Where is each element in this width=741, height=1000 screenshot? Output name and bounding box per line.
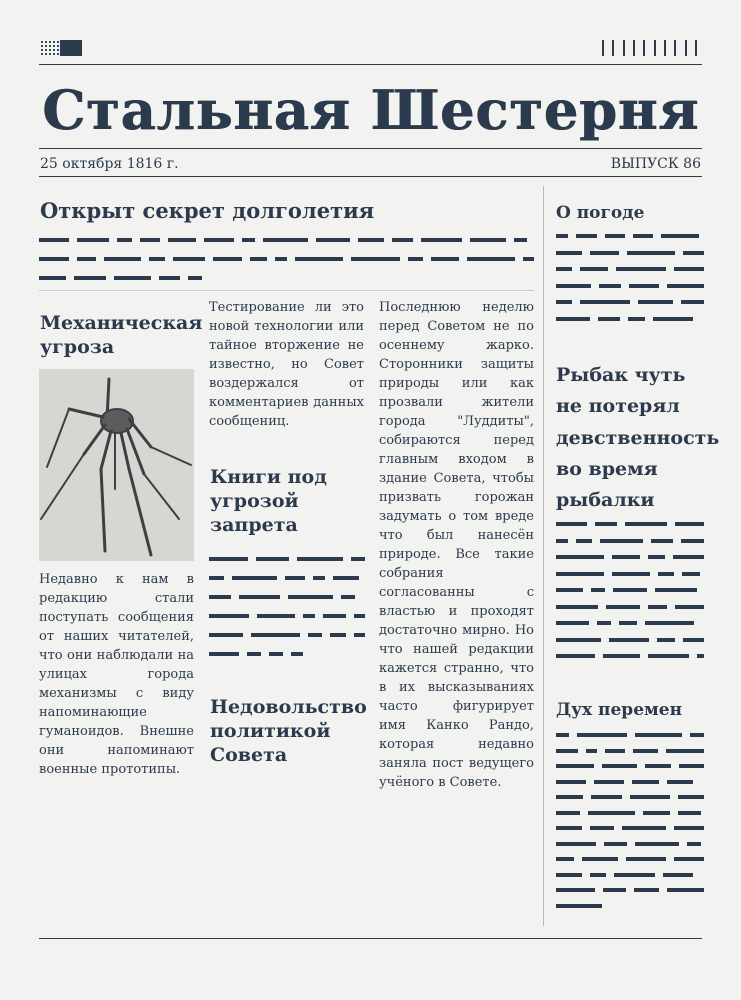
- placeholder-word: [682, 572, 700, 576]
- placeholder-word: [661, 234, 699, 238]
- placeholder-word: [675, 522, 704, 526]
- placeholder-word: [678, 811, 701, 815]
- placeholder-word: [687, 842, 701, 846]
- placeholder-word: [556, 572, 604, 576]
- placeholder-word: [421, 238, 462, 242]
- placeholder-word: [612, 572, 650, 576]
- lead-headline: Открыт секрет долголетия: [40, 198, 375, 223]
- placeholder-word: [556, 826, 582, 830]
- placeholder-word: [140, 238, 160, 242]
- placeholder-word: [673, 555, 704, 559]
- placeholder-word: [643, 811, 670, 815]
- placeholder-word: [588, 811, 635, 815]
- placeholder-word: [594, 780, 624, 784]
- placeholder-word: [603, 654, 640, 658]
- placeholder-word: [635, 733, 682, 737]
- placeholder-word: [288, 595, 333, 599]
- books-headline: Книги под угрозой запрета: [210, 466, 327, 536]
- placeholder-word: [645, 764, 671, 768]
- placeholder-word: [658, 572, 674, 576]
- placeholder-word: [168, 238, 196, 242]
- placeholder-word: [269, 652, 283, 656]
- placeholder-word: [323, 614, 346, 618]
- placeholder-word: [209, 557, 248, 561]
- placeholder-word: [104, 257, 141, 261]
- placeholder-word: [681, 300, 704, 304]
- placeholder-word: [556, 764, 594, 768]
- placeholder-word: [625, 522, 667, 526]
- placeholder-word: [556, 780, 586, 784]
- placeholder-word: [628, 317, 645, 321]
- mech-article-text: Недавно к нам в редакцию стали поступать сообщения от наших читателей, что они наблюдали на улицах города механизмы с виду напоминающие гуманоидов. Внешне они напоминают военные прототипы.: [39, 572, 194, 777]
- placeholder-word: [242, 238, 255, 242]
- placeholder-word: [556, 539, 568, 543]
- placeholder-word: [629, 284, 659, 288]
- robot-photo: [39, 369, 194, 561]
- placeholder-word: [667, 284, 704, 288]
- placeholder-word: [209, 633, 243, 637]
- placeholder-word: [683, 638, 704, 642]
- placeholder-word: [597, 621, 611, 625]
- placeholder-word: [431, 257, 459, 261]
- placeholder-word: [556, 795, 583, 799]
- masthead-title: Стальная Шестерня: [41, 78, 700, 142]
- placeholder-word: [149, 257, 165, 261]
- placeholder-word: [188, 276, 202, 280]
- placeholder-word: [285, 576, 305, 580]
- placeholder-word: [580, 267, 608, 271]
- placeholder-word: [74, 276, 106, 280]
- placeholder-word: [591, 588, 605, 592]
- placeholder-word: [599, 284, 621, 288]
- placeholder-word: [697, 654, 704, 658]
- placeholder-word: [600, 539, 643, 543]
- placeholder-word: [354, 633, 365, 637]
- placeholder-word: [247, 652, 261, 656]
- placeholder-word: [392, 238, 413, 242]
- masthead-rule-bottom: [39, 176, 702, 177]
- placeholder-word: [690, 733, 704, 737]
- placeholder-word: [626, 857, 666, 861]
- barcode-icon: [602, 40, 697, 56]
- placeholder-word: [556, 317, 590, 321]
- placeholder-word: [616, 267, 666, 271]
- placeholder-word: [39, 238, 69, 242]
- placeholder-word: [667, 780, 693, 784]
- placeholder-word: [173, 257, 205, 261]
- placeholder-word: [638, 300, 673, 304]
- weather-headline: О погоде: [556, 203, 645, 223]
- placeholder-word: [556, 873, 582, 877]
- placeholder-word: [556, 811, 580, 815]
- placeholder-word: [591, 795, 622, 799]
- placeholder-word: [556, 857, 574, 861]
- placeholder-word: [633, 234, 653, 238]
- placeholder-word: [590, 251, 619, 255]
- placeholder-word: [232, 576, 277, 580]
- placeholder-word: [556, 300, 572, 304]
- placeholder-word: [556, 522, 587, 526]
- mech-headline: Механическая угроза: [40, 312, 203, 358]
- placeholder-word: [576, 234, 597, 238]
- placeholder-word: [251, 633, 300, 637]
- placeholder-word: [354, 614, 365, 618]
- placeholder-word: [351, 257, 400, 261]
- placeholder-word: [590, 873, 606, 877]
- placeholder-word: [213, 257, 242, 261]
- spirit-headline: Дух перемен: [556, 700, 683, 720]
- placeholder-word: [633, 749, 658, 753]
- placeholder-word: [275, 257, 287, 261]
- placeholder-word: [651, 539, 673, 543]
- placeholder-word: [595, 522, 617, 526]
- placeholder-word: [467, 257, 515, 261]
- placeholder-word: [605, 749, 625, 753]
- placeholder-word: [603, 888, 626, 892]
- placeholder-word: [635, 842, 679, 846]
- placeholder-word: [586, 749, 597, 753]
- placeholder-word: [556, 621, 589, 625]
- placeholder-word: [609, 638, 649, 642]
- placeholder-word: [556, 654, 595, 658]
- placeholder-word: [619, 621, 637, 625]
- placeholder-word: [667, 888, 704, 892]
- placeholder-word: [114, 276, 151, 280]
- placeholder-word: [675, 605, 704, 609]
- placeholder-word: [295, 257, 343, 261]
- placeholder-word: [648, 605, 667, 609]
- placeholder-word: [523, 257, 534, 261]
- placeholder-word: [632, 780, 659, 784]
- placeholder-word: [556, 888, 595, 892]
- placeholder-word: [77, 257, 96, 261]
- placeholder-word: [556, 267, 572, 271]
- placeholder-word: [657, 638, 675, 642]
- placeholder-word: [556, 638, 601, 642]
- placeholder-word: [681, 539, 704, 543]
- placeholder-word: [577, 733, 627, 737]
- placeholder-word: [598, 317, 620, 321]
- placeholder-word: [303, 614, 315, 618]
- placeholder-word: [674, 857, 704, 861]
- placeholder-word: [470, 238, 506, 242]
- placeholder-word: [556, 605, 598, 609]
- placeholder-word: [556, 904, 602, 908]
- placeholder-word: [645, 621, 694, 625]
- placeholder-word: [209, 652, 239, 656]
- placeholder-word: [653, 317, 693, 321]
- fish-headline: Рыбак чуть не потерял девственность во время рыбалки: [556, 364, 720, 512]
- mech-article-continued: Тестирование ли это новой технологии или тайное вторжение не известно, но Совет воздержался от комментариев данных сообщениц.: [209, 300, 364, 429]
- column-divider: [543, 186, 544, 926]
- placeholder-word: [204, 238, 234, 242]
- placeholder-word: [316, 238, 350, 242]
- placeholder-word: [634, 888, 659, 892]
- placeholder-word: [39, 257, 69, 261]
- placeholder-word: [209, 595, 231, 599]
- placeholder-word: [556, 234, 568, 238]
- discontent-headline: Недовольство политикой Совета: [210, 696, 367, 766]
- placeholder-word: [250, 257, 267, 261]
- placeholder-word: [308, 633, 322, 637]
- placeholder-word: [678, 795, 704, 799]
- placeholder-word: [648, 654, 689, 658]
- placeholder-word: [580, 300, 630, 304]
- placeholder-word: [77, 238, 109, 242]
- placeholder-word: [683, 251, 704, 255]
- top-left-icon: [40, 40, 82, 56]
- placeholder-word: [613, 588, 647, 592]
- placeholder-word: [330, 633, 346, 637]
- placeholder-word: [622, 826, 666, 830]
- placeholder-word: [582, 857, 618, 861]
- bottom-rule: [39, 938, 702, 939]
- placeholder-word: [630, 795, 670, 799]
- placeholder-word: [674, 267, 704, 271]
- placeholder-word: [351, 557, 365, 561]
- masthead-rule-top: [39, 148, 702, 149]
- discontent-article-text: Последнюю неделю перед Советом не по осеннему жарко. Сторонники защиты природы или как прозвали жители города "Луддиты", собираются перед главным входом в здание Совета, чтобы призвать горожан задумать о том вреде что был нанесён природе. Все такие собрания согласованны с властью и проходят достаточно мирно. Но что нашей редакции кажется странно, что в их высказываниях часто фигурирует имя Канко Рандо, которая недавно заняла пост ведущего учёного в Совете.: [379, 300, 534, 790]
- placeholder-word: [209, 614, 249, 618]
- placeholder-word: [556, 733, 569, 737]
- placeholder-word: [590, 826, 614, 830]
- placeholder-word: [556, 842, 596, 846]
- placeholder-word: [679, 764, 704, 768]
- placeholder-word: [605, 234, 625, 238]
- placeholder-word: [341, 595, 355, 599]
- placeholder-word: [256, 557, 289, 561]
- placeholder-word: [655, 588, 697, 592]
- placeholder-word: [291, 652, 303, 656]
- placeholder-word: [576, 539, 592, 543]
- issue-number: ВЫПУСК 86: [610, 156, 701, 172]
- placeholder-word: [614, 873, 655, 877]
- placeholder-word: [606, 605, 640, 609]
- placeholder-word: [117, 238, 132, 242]
- placeholder-word: [648, 555, 665, 559]
- placeholder-word: [297, 557, 343, 561]
- placeholder-word: [39, 276, 66, 280]
- placeholder-word: [556, 555, 604, 559]
- placeholder-word: [514, 238, 527, 242]
- placeholder-word: [556, 251, 582, 255]
- placeholder-word: [663, 873, 693, 877]
- placeholder-word: [408, 257, 423, 261]
- placeholder-word: [627, 251, 675, 255]
- placeholder-word: [313, 576, 325, 580]
- placeholder-word: [556, 588, 583, 592]
- placeholder-word: [556, 749, 578, 753]
- issue-date: 25 октября 1816 г.: [40, 156, 179, 172]
- placeholder-word: [674, 826, 704, 830]
- placeholder-word: [612, 555, 640, 559]
- placeholder-word: [604, 842, 627, 846]
- placeholder-word: [263, 238, 308, 242]
- top-rule: [39, 64, 702, 65]
- lead-divider: [39, 290, 534, 291]
- placeholder-word: [333, 576, 359, 580]
- placeholder-word: [159, 276, 180, 280]
- placeholder-word: [602, 764, 637, 768]
- placeholder-word: [358, 238, 384, 242]
- placeholder-word: [556, 284, 591, 288]
- placeholder-word: [209, 576, 224, 580]
- placeholder-word: [257, 614, 295, 618]
- placeholder-word: [666, 749, 704, 753]
- placeholder-word: [239, 595, 280, 599]
